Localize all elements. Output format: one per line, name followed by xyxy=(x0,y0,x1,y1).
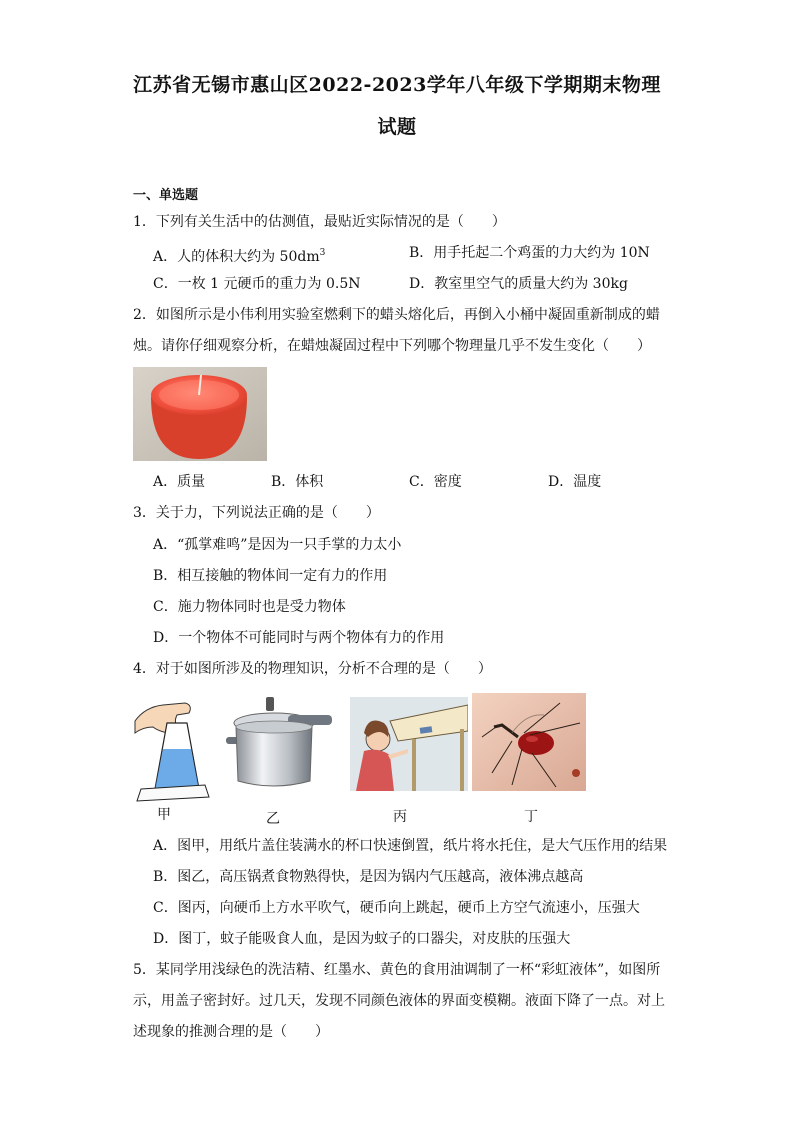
q3-option-c: C．施力物体同时也是受力物体 xyxy=(153,599,346,615)
q5-stem-line3: 述现象的推测合理的是（ ） xyxy=(133,1024,329,1040)
q3-option-d: D．一个物体不可能同时与两个物体有力的作用 xyxy=(153,630,445,646)
q2-option-d: D．温度 xyxy=(548,474,602,490)
figure-ding-mosquito xyxy=(472,693,586,791)
exam-title-line2: 试题 xyxy=(377,116,417,138)
q1-option-a-text: A．人的体积大约为 50dm xyxy=(153,249,320,265)
q2-option-b: B．体积 xyxy=(271,474,324,490)
q2-stem-line2: 烛。请你仔细观察分析，在蜡烛凝固过程中下列哪个物理量几乎不发生变化（ ） xyxy=(133,338,651,354)
q4-option-b: B．图乙，高压锅煮食物熟得快，是因为锅内气压越高，液体沸点越高 xyxy=(153,869,584,885)
exam-title-line1: 江苏省无锡市惠山区2022-2023学年八年级下学期期末物理 xyxy=(133,74,661,96)
figure-caption-jia: 甲 xyxy=(157,807,171,823)
section-heading: 一、单选题 xyxy=(133,188,199,203)
q1-stem: 1．下列有关生活中的估测值，最贴近实际情况的是（ ） xyxy=(133,214,506,230)
q2-stem-line1: 2．如图所示是小伟利用实验室燃剩下的蜡头熔化后，再倒入小桶中凝固重新制成的蜡 xyxy=(133,307,660,323)
q1-option-c: C．一枚 1 元硬币的重力为 0.5N xyxy=(153,276,361,292)
q1-option-d: D．教室里空气的质量大约为 30kg xyxy=(409,276,628,292)
q4-stem: 4．对于如图所涉及的物理知识，分析不合理的是（ ） xyxy=(133,661,492,677)
q3-option-a: A．“孤掌难鸣”是因为一只手掌的力太小 xyxy=(153,537,402,553)
figure-caption-ding: 丁 xyxy=(524,809,538,825)
q1-option-b: B．用手托起二个鸡蛋的力大约为 10N xyxy=(409,245,650,261)
q4-option-a: A．图甲，用纸片盖住装满水的杯口快速倒置，纸片将水托住，是大气压作用的结果 xyxy=(153,838,668,854)
q4-option-c: C．图丙，向硬币上方水平吹气，硬币向上跳起，硬币上方空气流速小，压强大 xyxy=(153,900,640,916)
q2-option-c: C．密度 xyxy=(409,474,462,490)
q3-stem: 3．关于力，下列说法正确的是（ ） xyxy=(133,505,380,521)
figure-caption-yi: 乙 xyxy=(266,811,280,827)
q5-stem-line1: 5．某同学用浅绿色的洗洁精、红墨水、黄色的食用油调制了一杯“彩虹液体”，如图所 xyxy=(133,962,661,978)
q3-option-b: B．相互接触的物体间一定有力的作用 xyxy=(153,568,388,584)
figure-yi-pressure-cooker xyxy=(226,693,336,793)
candle-photo xyxy=(133,367,267,461)
q1-option-a-sup: 3 xyxy=(319,248,326,258)
q1-option-a xyxy=(153,243,325,267)
q4-option-d: D．图丁，蚊子能吸食人血，是因为蚊子的口器尖，对皮肤的压强大 xyxy=(153,931,571,947)
figure-caption-bing: 丙 xyxy=(393,809,407,825)
q2-option-a: A．质量 xyxy=(153,474,206,490)
figure-jia-cup xyxy=(133,693,213,803)
q5-stem-line2: 示，用盖子密封好。过几天，发现不同颜色液体的界面变模糊。液面下降了一点。对上 xyxy=(133,993,665,1009)
figure-bing-blow-coin xyxy=(350,697,468,791)
